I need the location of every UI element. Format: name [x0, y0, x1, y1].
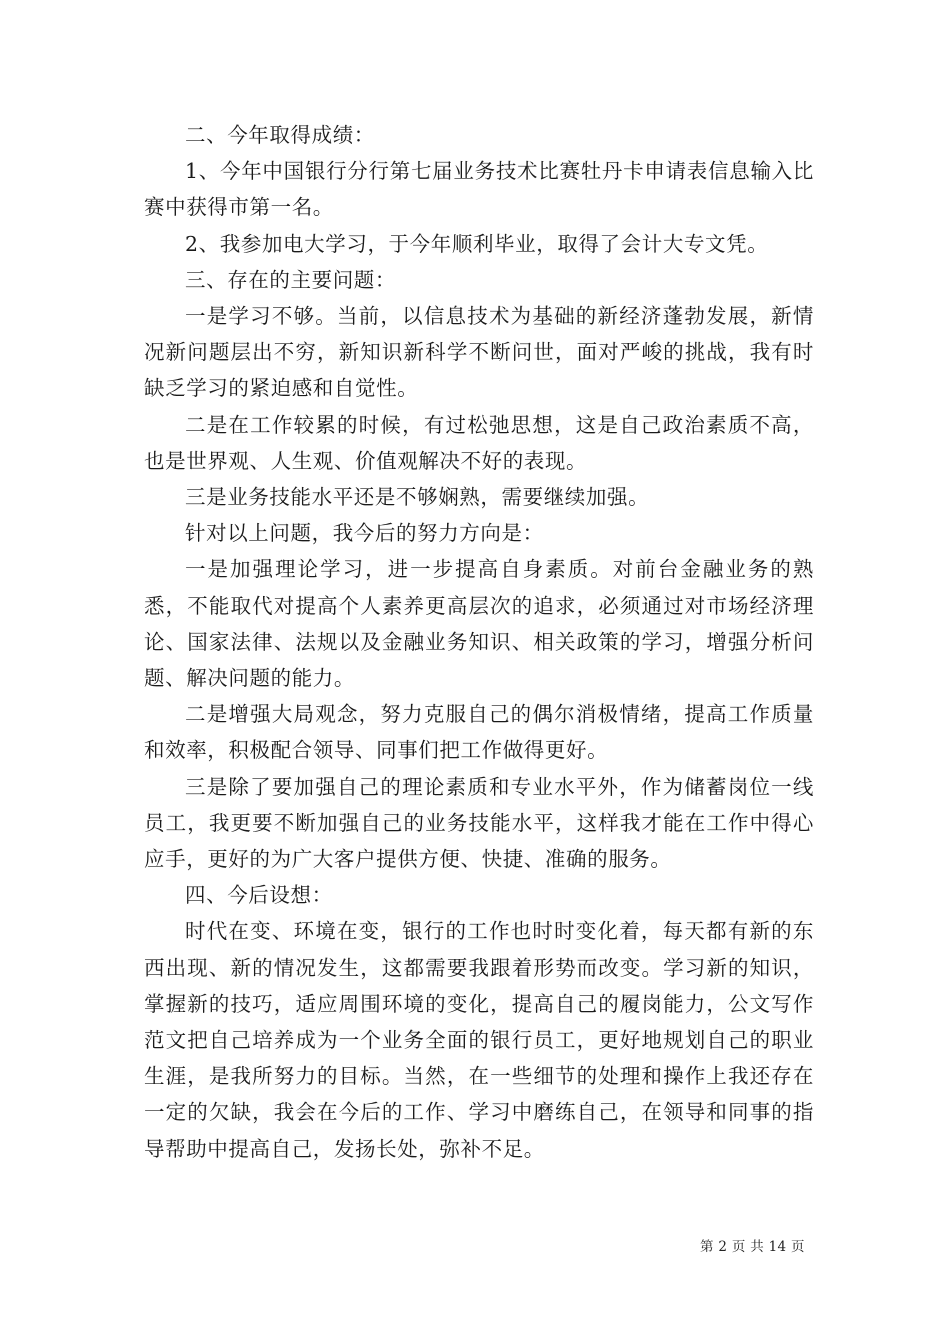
- paragraph-problem-1: 一是学习不够。当前，以信息技术为基础的新经济蓬勃发展，新情况新问题层出不穷，新知识新科学不断问世，面对严峻的挑战，我有时缺乏学习的紧迫感和自觉性。: [144, 304, 814, 401]
- paragraph-direction-2: 二是增强大局观念，努力克服自己的偶尔消极情绪，提高工作质量和效率，积极配合领导、同事们把工作做得更好。: [144, 702, 814, 763]
- paragraph-heading-plans: 四、今后设想：: [185, 883, 333, 908]
- paragraph-problem-3: 三是业务技能水平还是不够娴熟，需要继续加强。: [185, 485, 650, 510]
- paragraph-direction-1: 一是加强理论学习，进一步提高自身素质。对前台金融业务的熟悉，不能取代对提高个人素养更高层次的追求，必须通过对市场经济理论、国家法律、法规以及金融业务知识、相关政策的学习，增强分析问题、解决问题的能力。: [144, 557, 814, 691]
- paragraph-achievement-1: 1、今年中国银行分行第七届业务技术比赛牡丹卡申请表信息输入比赛中获得市第一名。: [144, 159, 814, 220]
- paragraph-direction-intro: 针对以上问题，我今后的努力方向是：: [185, 521, 544, 546]
- page-number-footer: 第 2 页 共 14 页: [700, 1239, 805, 1255]
- document-body: [144, 117, 814, 1167]
- paragraph-direction-3: 三是除了要加强自己的理论素质和专业水平外，作为储蓄岗位一线员工，我更要不断加强自己的业务技能水平，这样我才能在工作中得心应手，更好的为广大客户提供方便、快捷、准确的服务。: [144, 774, 814, 872]
- paragraph-problem-2: 二是在工作较累的时候，有过松弛思想，这是自己政治素质不高，也是世界观、人生观、价值观解决不好的表现。: [144, 412, 814, 473]
- paragraph-achievement-2: 2、我参加电大学习，于今年顺利毕业，取得了会计大专文凭。: [185, 231, 769, 256]
- paragraph-plans-body: 时代在变、环境在变，银行的工作也时时变化着，每天都有新的东西出现、新的情况发生，这都需要我跟着形势而改变。学习新的知识，掌握新的技巧，适应周围环境的变化，提高自己的履岗能力，公文写作范文把自己培养成为一个业务全面的银行员工，更好地规划自己的职业生涯，是我所努力的目标。当然，在一些细节的处理和操作上我还存在一定的欠缺，我会在今后的工作、学习中磨练自己，在领导和同事的指导帮助中提高自己，发扬长处，弥补不足。: [144, 919, 814, 1161]
- paragraph-heading-achievements: 二、今年取得成绩：: [185, 123, 375, 147]
- paragraph-heading-problems: 三、存在的主要问题：: [185, 267, 396, 292]
